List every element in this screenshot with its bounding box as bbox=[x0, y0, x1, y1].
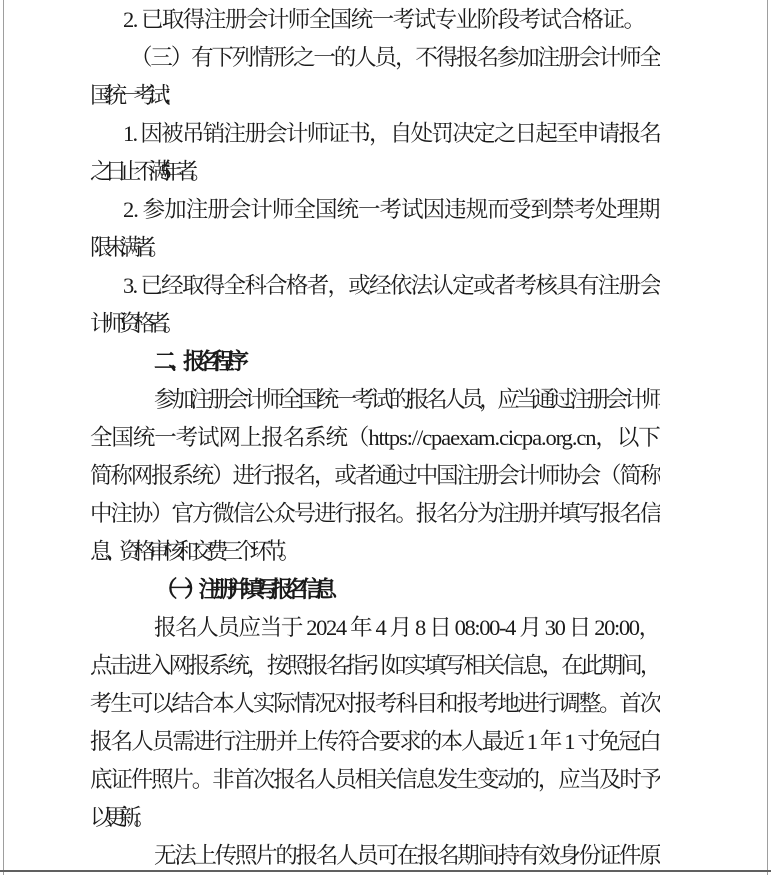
text-line: 点击进入网报系统，按照报名指引如实填写相关信息，在此期间， bbox=[90, 653, 660, 678]
text-line: 简称网报系统）进行报名，或者通过中国注册会计师协会（简称 bbox=[90, 463, 660, 488]
text-line: 限未满者。 bbox=[90, 235, 163, 260]
page-right-edge bbox=[767, 0, 768, 875]
section-heading: （一）注册并填写报名信息 bbox=[155, 577, 330, 602]
text-line: 1. 因被吊销注册会计师证书，自处罚决定之日起至申请报名 bbox=[123, 121, 660, 146]
document-lines bbox=[90, 1, 660, 875]
text-line: 2. 参加注册会计师全国统一考试因违规而受到禁考处理期 bbox=[123, 197, 660, 222]
text-line: 全国统一考试网上报名系统（https://cpaexam.cicpa.org.cn，以下 bbox=[90, 425, 660, 450]
text-line: 之日止不满 5 年者。 bbox=[90, 159, 205, 184]
text-line: 报名人员需进行注册并上传符合要求的本人最近 1 年 1 寸免冠白 bbox=[90, 729, 660, 754]
text-line: 国统一考试： bbox=[90, 83, 178, 108]
text-line: （三）有下列情形之一的人员，不得报名参加注册会计师全 bbox=[130, 45, 660, 70]
text-line: 以更新。 bbox=[90, 805, 149, 830]
text-line: 考生可以结合本人实际情况对报考科目和报考地进行调整。首次 bbox=[90, 691, 660, 716]
text-line: 无法上传照片的报名人员可在报名期间持有效身份证件原 bbox=[154, 843, 660, 868]
text-line: 底证件照片。非首次报名人员相关信息发生变动的，应当及时予 bbox=[90, 767, 660, 792]
page-left-edge bbox=[3, 0, 4, 875]
text-line: 2. 已取得注册会计师全国统一考试专业阶段考试合格证。 bbox=[123, 7, 645, 32]
text-line: 报名人员应当于 2024 年 4 月 8 日 08:00-4 月 30 日 20:00， bbox=[154, 615, 660, 640]
section-heading: 二、报名程序 bbox=[154, 349, 242, 374]
text-line: 中注协）官方微信公众号进行报名。报名分为注册并填写报名信 bbox=[90, 501, 660, 526]
text-line: 3. 已经取得全科合格者，或经依法认定或者考核具有注册会 bbox=[123, 273, 660, 298]
text-line: 息、资格审核和交费三个环节。 bbox=[90, 539, 294, 564]
text-line: 计师资格者。 bbox=[90, 311, 178, 336]
text-line: 参加注册会计师全国统一考试的报名人员，应当通过注册会计师 bbox=[154, 387, 660, 412]
